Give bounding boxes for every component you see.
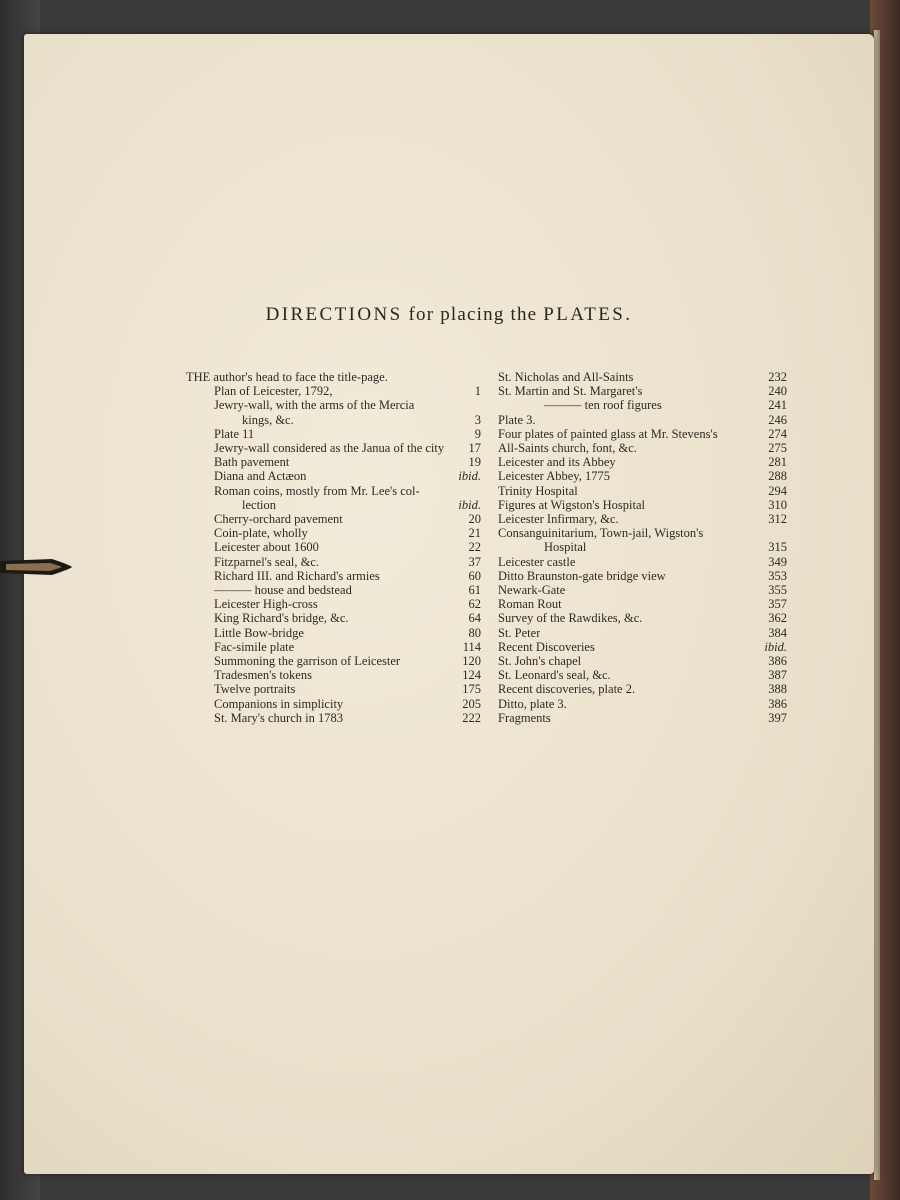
plate-entry — [472, 540, 787, 554]
plate-entry — [186, 697, 481, 711]
plate-entry-title: Roman Rout — [498, 597, 562, 612]
plate-entry-page: 386 — [768, 696, 787, 711]
plate-entry-title: St. Nicholas and All-Saints — [498, 370, 634, 384]
plate-entry — [472, 384, 787, 398]
plate-entry-title: Tradesmen's tokens — [214, 668, 312, 683]
plate-entry — [186, 682, 481, 696]
plate-entry — [186, 427, 481, 441]
plate-entry-page: 397 — [768, 710, 787, 725]
plate-entry-title: Companions in simplicity — [214, 696, 344, 711]
plate-entry-page: 120 — [462, 654, 481, 669]
plate-entry-page: 222 — [462, 710, 481, 725]
plate-entry-page: 310 — [768, 497, 787, 512]
plate-entry-title: St. Martin and St. Margaret's — [498, 384, 643, 399]
plate-entry-title: Trinity Hospital — [498, 483, 578, 498]
plate-entry-title: Little Bow-bridge — [214, 625, 304, 640]
plate-entry — [186, 611, 481, 625]
plate-entry-page: 274 — [768, 426, 787, 441]
plate-entry-title: Plan of Leicester, 1792, — [214, 384, 333, 399]
plate-entry-page: 294 — [768, 483, 787, 498]
plate-entry — [186, 526, 481, 540]
title-word-directions: DIRECTIONS — [265, 304, 403, 325]
plate-entry-title: Diana and Actæon — [214, 469, 307, 484]
plate-entry-page: 20 — [468, 512, 481, 527]
plate-entry-page: 357 — [768, 597, 787, 612]
plate-entry-page: 349 — [768, 554, 787, 569]
plate-entry-page: 175 — [462, 682, 481, 697]
plate-entry — [472, 441, 787, 455]
plate-entry — [472, 654, 787, 668]
plate-entry-title: Jewry-wall, with the arms of the Mercia — [214, 398, 415, 413]
plate-entry — [186, 512, 481, 526]
plate-entry-page: 37 — [468, 554, 481, 569]
plate-entry — [186, 668, 481, 682]
plate-entry-title: Fragments — [498, 710, 551, 725]
plate-entry — [472, 398, 787, 412]
plate-entry — [472, 555, 787, 569]
plate-entry-page: 60 — [468, 568, 481, 583]
plate-entry-title: St. Leonard's seal, &c. — [498, 668, 611, 683]
plate-entry-page: 275 — [768, 441, 787, 456]
plate-entry — [472, 370, 787, 384]
plate-entry-title: Leicester castle — [498, 554, 576, 569]
plate-entry-page: 386 — [768, 654, 787, 669]
plate-entry-title: ——— ten roof figures — [544, 398, 662, 413]
plate-entry-title: lection — [242, 497, 277, 512]
plate-entry — [186, 384, 481, 398]
plate-entry-page: 315 — [768, 540, 787, 555]
plate-entry — [186, 398, 481, 412]
page-title — [24, 304, 874, 326]
plate-entry — [472, 469, 787, 483]
plate-entry-title: St. Mary's church in 1783 — [214, 710, 343, 725]
plate-entry — [472, 597, 787, 611]
plate-entry-title: Four plates of painted glass at Mr. Stevens's — [498, 426, 718, 441]
plate-entry — [186, 469, 481, 483]
plate-entry — [186, 626, 481, 640]
plate-entry-title: Leicester and its Abbey — [498, 455, 616, 470]
plate-entry-title: Jewry-wall considered as the Janua of the city — [214, 441, 445, 456]
plate-entry-page: 232 — [768, 370, 787, 384]
plate-entry-title: Leicester about 1600 — [214, 540, 319, 555]
plate-entry-title: Summoning the garrison of Leicester — [214, 654, 401, 669]
plate-entry-title: Fac-simile plate — [214, 639, 295, 654]
plate-entry-page: 384 — [768, 625, 787, 640]
plate-entry — [472, 668, 787, 682]
plate-entry-title: Fitzparnel's seal, &c. — [214, 554, 319, 569]
plate-entry-title: Coin-plate, wholly — [214, 526, 308, 541]
plate-entry-page: ibid. — [458, 469, 481, 484]
plate-entry-title: All-Saints church, font, &c. — [498, 441, 637, 456]
plate-entry — [472, 484, 787, 498]
plate-entry-title: St. Peter — [498, 625, 541, 640]
plate-entry-page: 240 — [768, 384, 787, 399]
plate-entry-title: Figures at Wigston's Hospital — [498, 497, 646, 512]
plate-entry-page — [759, 526, 787, 540]
plate-entry — [186, 569, 481, 583]
plate-entry-page: 17 — [468, 441, 481, 456]
plate-entry-page: 1 — [474, 384, 481, 399]
plate-entry — [472, 526, 787, 540]
plate-entry-title: Leicester Abbey, 1775 — [498, 469, 610, 484]
plate-entry-title: Recent discoveries, plate 2. — [498, 682, 636, 697]
plate-entry — [472, 711, 787, 725]
plate-entry-title: Plate 11 — [214, 426, 255, 441]
plate-entry-title: Survey of the Rawdikes, &c. — [498, 611, 643, 626]
plate-entry — [472, 512, 787, 526]
plate-entry-page: 288 — [768, 469, 787, 484]
plate-entry-page: 19 — [468, 455, 481, 470]
plate-entry — [472, 697, 787, 711]
plates-list-left — [186, 370, 481, 725]
plate-entry-title: Twelve portraits — [214, 682, 296, 697]
plate-entry — [186, 441, 481, 455]
title-middle: for placing the — [408, 304, 538, 325]
plate-entry — [472, 626, 787, 640]
plate-entry-page: 64 — [468, 611, 481, 626]
plate-entry-title: Leicester High-cross — [214, 597, 318, 612]
title-word-plates: PLATES. — [543, 304, 633, 325]
plate-entry — [186, 583, 481, 597]
plate-entry — [186, 640, 481, 654]
plate-entry-page: 21 — [468, 526, 481, 541]
plate-entry-page: 9 — [474, 426, 481, 441]
plate-entry — [186, 597, 481, 611]
plate-entry-page: 61 — [468, 583, 481, 598]
plate-entry-title: kings, &c. — [242, 412, 294, 427]
plate-entry-page: 205 — [462, 696, 481, 711]
plate-entry-title: St. John's chapel — [498, 654, 582, 669]
plate-entry-page: 353 — [768, 568, 787, 583]
plate-entry — [186, 498, 481, 512]
bookmark-ribbon-icon — [0, 555, 74, 579]
plate-entry-title: Bath pavement — [214, 455, 290, 470]
plate-entry-page: 241 — [768, 398, 787, 413]
plate-entry-page: 388 — [768, 682, 787, 697]
plate-entry-page: 362 — [768, 611, 787, 626]
plate-entry-page: 124 — [462, 668, 481, 683]
plate-entry — [472, 611, 787, 625]
plate-entry — [472, 427, 787, 441]
plate-entry-title: Richard III. and Richard's armies — [214, 568, 380, 583]
plate-entry-page: 355 — [768, 583, 787, 598]
plate-entry-title: Ditto, plate 3. — [498, 696, 567, 711]
plate-entry-page: 3 — [474, 412, 481, 427]
plate-entry-page: 62 — [468, 597, 481, 612]
plate-entry — [472, 583, 787, 597]
plate-entry — [472, 682, 787, 696]
plate-entry-page: ibid. — [764, 639, 787, 654]
plate-entry — [472, 498, 787, 512]
plate-entry-page: 22 — [468, 540, 481, 555]
plate-entry-title: ——— house and bedstead — [214, 583, 352, 598]
plate-entry — [186, 555, 481, 569]
plate-entry-title: Newark-Gate — [498, 583, 566, 598]
plate-entry-title: King Richard's bridge, &c. — [214, 611, 349, 626]
plate-entry-title: Ditto Braunston-gate bridge view — [498, 568, 666, 583]
plate-entry-title: Hospital — [544, 540, 587, 555]
plate-entry-title: Cherry-orchard pavement — [214, 512, 343, 527]
plate-entry — [186, 455, 481, 469]
plate-entry — [186, 370, 481, 384]
plate-entry-title: THE author's head to face the title-page. — [186, 370, 388, 384]
plate-entry-title: Roman coins, mostly from Mr. Lee's col- — [214, 483, 420, 498]
plate-entry — [472, 569, 787, 583]
plate-entry — [186, 484, 481, 498]
plate-entry-title: Leicester Infirmary, &c. — [498, 512, 619, 527]
plate-entry-page: 387 — [768, 668, 787, 683]
plates-list-right — [472, 370, 787, 725]
plate-entry-title: Recent Discoveries — [498, 639, 595, 654]
plate-entry — [472, 640, 787, 654]
plate-entry-page: ibid. — [458, 497, 481, 512]
plate-entry — [472, 413, 787, 427]
plate-entry-title: Plate 3. — [498, 412, 536, 427]
plate-entry — [472, 455, 787, 469]
plate-entry-page: 114 — [462, 639, 481, 654]
plate-entry-page: 312 — [768, 512, 787, 527]
page-stack-edge — [874, 30, 880, 1180]
plate-entry — [186, 654, 481, 668]
plate-entry — [186, 413, 481, 427]
plate-entry — [186, 540, 481, 554]
plate-entry-page: 281 — [768, 455, 787, 470]
plate-entry — [186, 711, 481, 725]
plate-entry-page: 80 — [468, 625, 481, 640]
plate-entry-page: 246 — [768, 412, 787, 427]
plate-entry-title: Consanguinitarium, Town-jail, Wigston's — [498, 526, 704, 541]
book-page — [24, 34, 874, 1174]
